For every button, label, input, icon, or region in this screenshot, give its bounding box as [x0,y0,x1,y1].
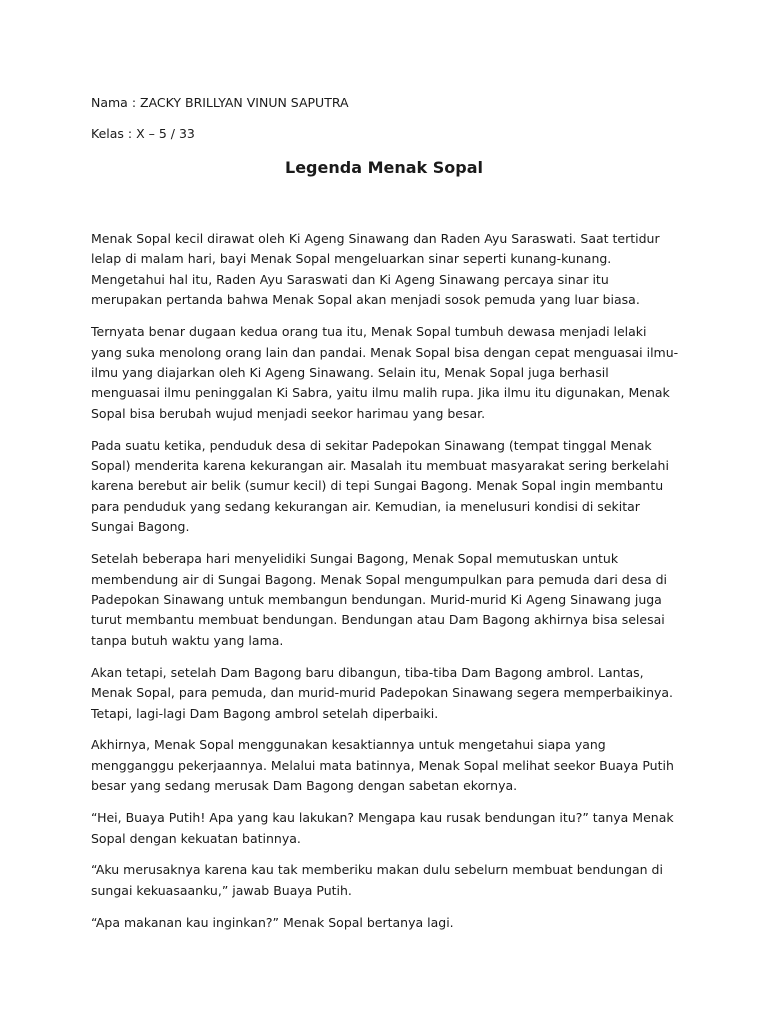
student-class: Kelas : X – 5 / 33 [91,126,195,141]
paragraph-8: “Aku merusaknya karena kau tak memberiku makan dulu sebelurn membuat bendungan di sungai kekuasaanku,” jawab Buaya Putih. [91,862,663,898]
paragraph-6: Akhirnya, Menak Sopal menggunakan kesaktiannya untuk mengetahui siapa yang mengganggu pekerjaannya. Melalui mata batinnya, Menak Sopal melihat seekor Buaya Putih besar yang sedang merusak Dam Bagong dengan sabetan ekornya. [91,737,674,794]
paragraph-3: Pada suatu ketika, penduduk desa di sekitar Padepokan Sinawang (tempat tinggal Menak Sopal) menderita karena kekurangan air. Masalah itu membuat masyarakat sering berkelahi karena berebut air belik (sumur kecil) di tepi Sungai Bagong. Menak Sopal ingin membantu para penduduk yang sedang kekurangan air. Kemudian, ia menelusuri kondisi di sekitar Sungai Bagong. [91,437,669,535]
paragraph-9: “Apa makanan kau inginkan?” Menak Sopal bertanya lagi. [91,914,454,930]
student-name: Nama : ZACKY BRILLYAN VINUN SAPUTRA [91,95,349,110]
paragraph-1: Menak Sopal kecil dirawat oleh Ki Ageng Sinawang dan Raden Ayu Saraswati. Saat tertidur lelap di malam hari, bayi Menak Sopal mengeluarkan sinar seperti kunang-kunang. Mengetahui hal itu, Raden Ayu Saraswati dan Ki Ageng Sinawang percaya sinar itu merupakan pertanda bahwa Menak Sopal akan menjadi sosok pemuda yang luar biasa. [91,231,660,308]
paragraph-4: Setelah beberapa hari menyelidiki Sungai Bagong, Menak Sopal memutuskan untuk membendung air di Sungai Bagong. Menak Sopal mengumpulkan para pemuda dari desa di Padepokan Sinawang untuk membangun bendungan. Murid-murid Ki Ageng Sinawang juga turut membantu membuat bendungan. Bendungan atau Dam Bagong akhirnya bisa selesai tanpa butuh waktu yang lama. [91,551,667,648]
paragraph-2: Ternyata benar dugaan kedua orang tua itu, Menak Sopal tumbuh dewasa menjadi lelaki yang suka menolong orang lain dan pandai. Menak Sopal bisa dengan cepat menguasai ilmu-ilmu yang diajarkan oleh Ki Ageng Sinawang. Selain itu, Menak Sopal juga berhasil menguasai ilmu peninggalan Ki Sabra, yaitu ilmu malih rupa. Jika ilmu itu digunakan, Menak Sopal bisa berubah wujud menjadi seekor harimau yang besar. [91,324,679,421]
story-body [91,229,679,945]
paragraph-7: “Hei, Buaya Putih! Apa yang kau lakukan? Mengapa kau rusak bendungan itu?” tanya Menak Sopal dengan kekuatan batinnya. [91,810,674,846]
document-title: Legenda Menak Sopal [285,158,483,177]
paragraph-5: Akan tetapi, setelah Dam Bagong baru dibangun, tiba-tiba Dam Bagong ambrol. Lantas, Menak Sopal, para pemuda, dan murid-murid Padepokan Sinawang segera memperbaikinya. Tetapi, lagi-lagi Dam Bagong ambrol setelah diperbaiki. [91,664,674,721]
